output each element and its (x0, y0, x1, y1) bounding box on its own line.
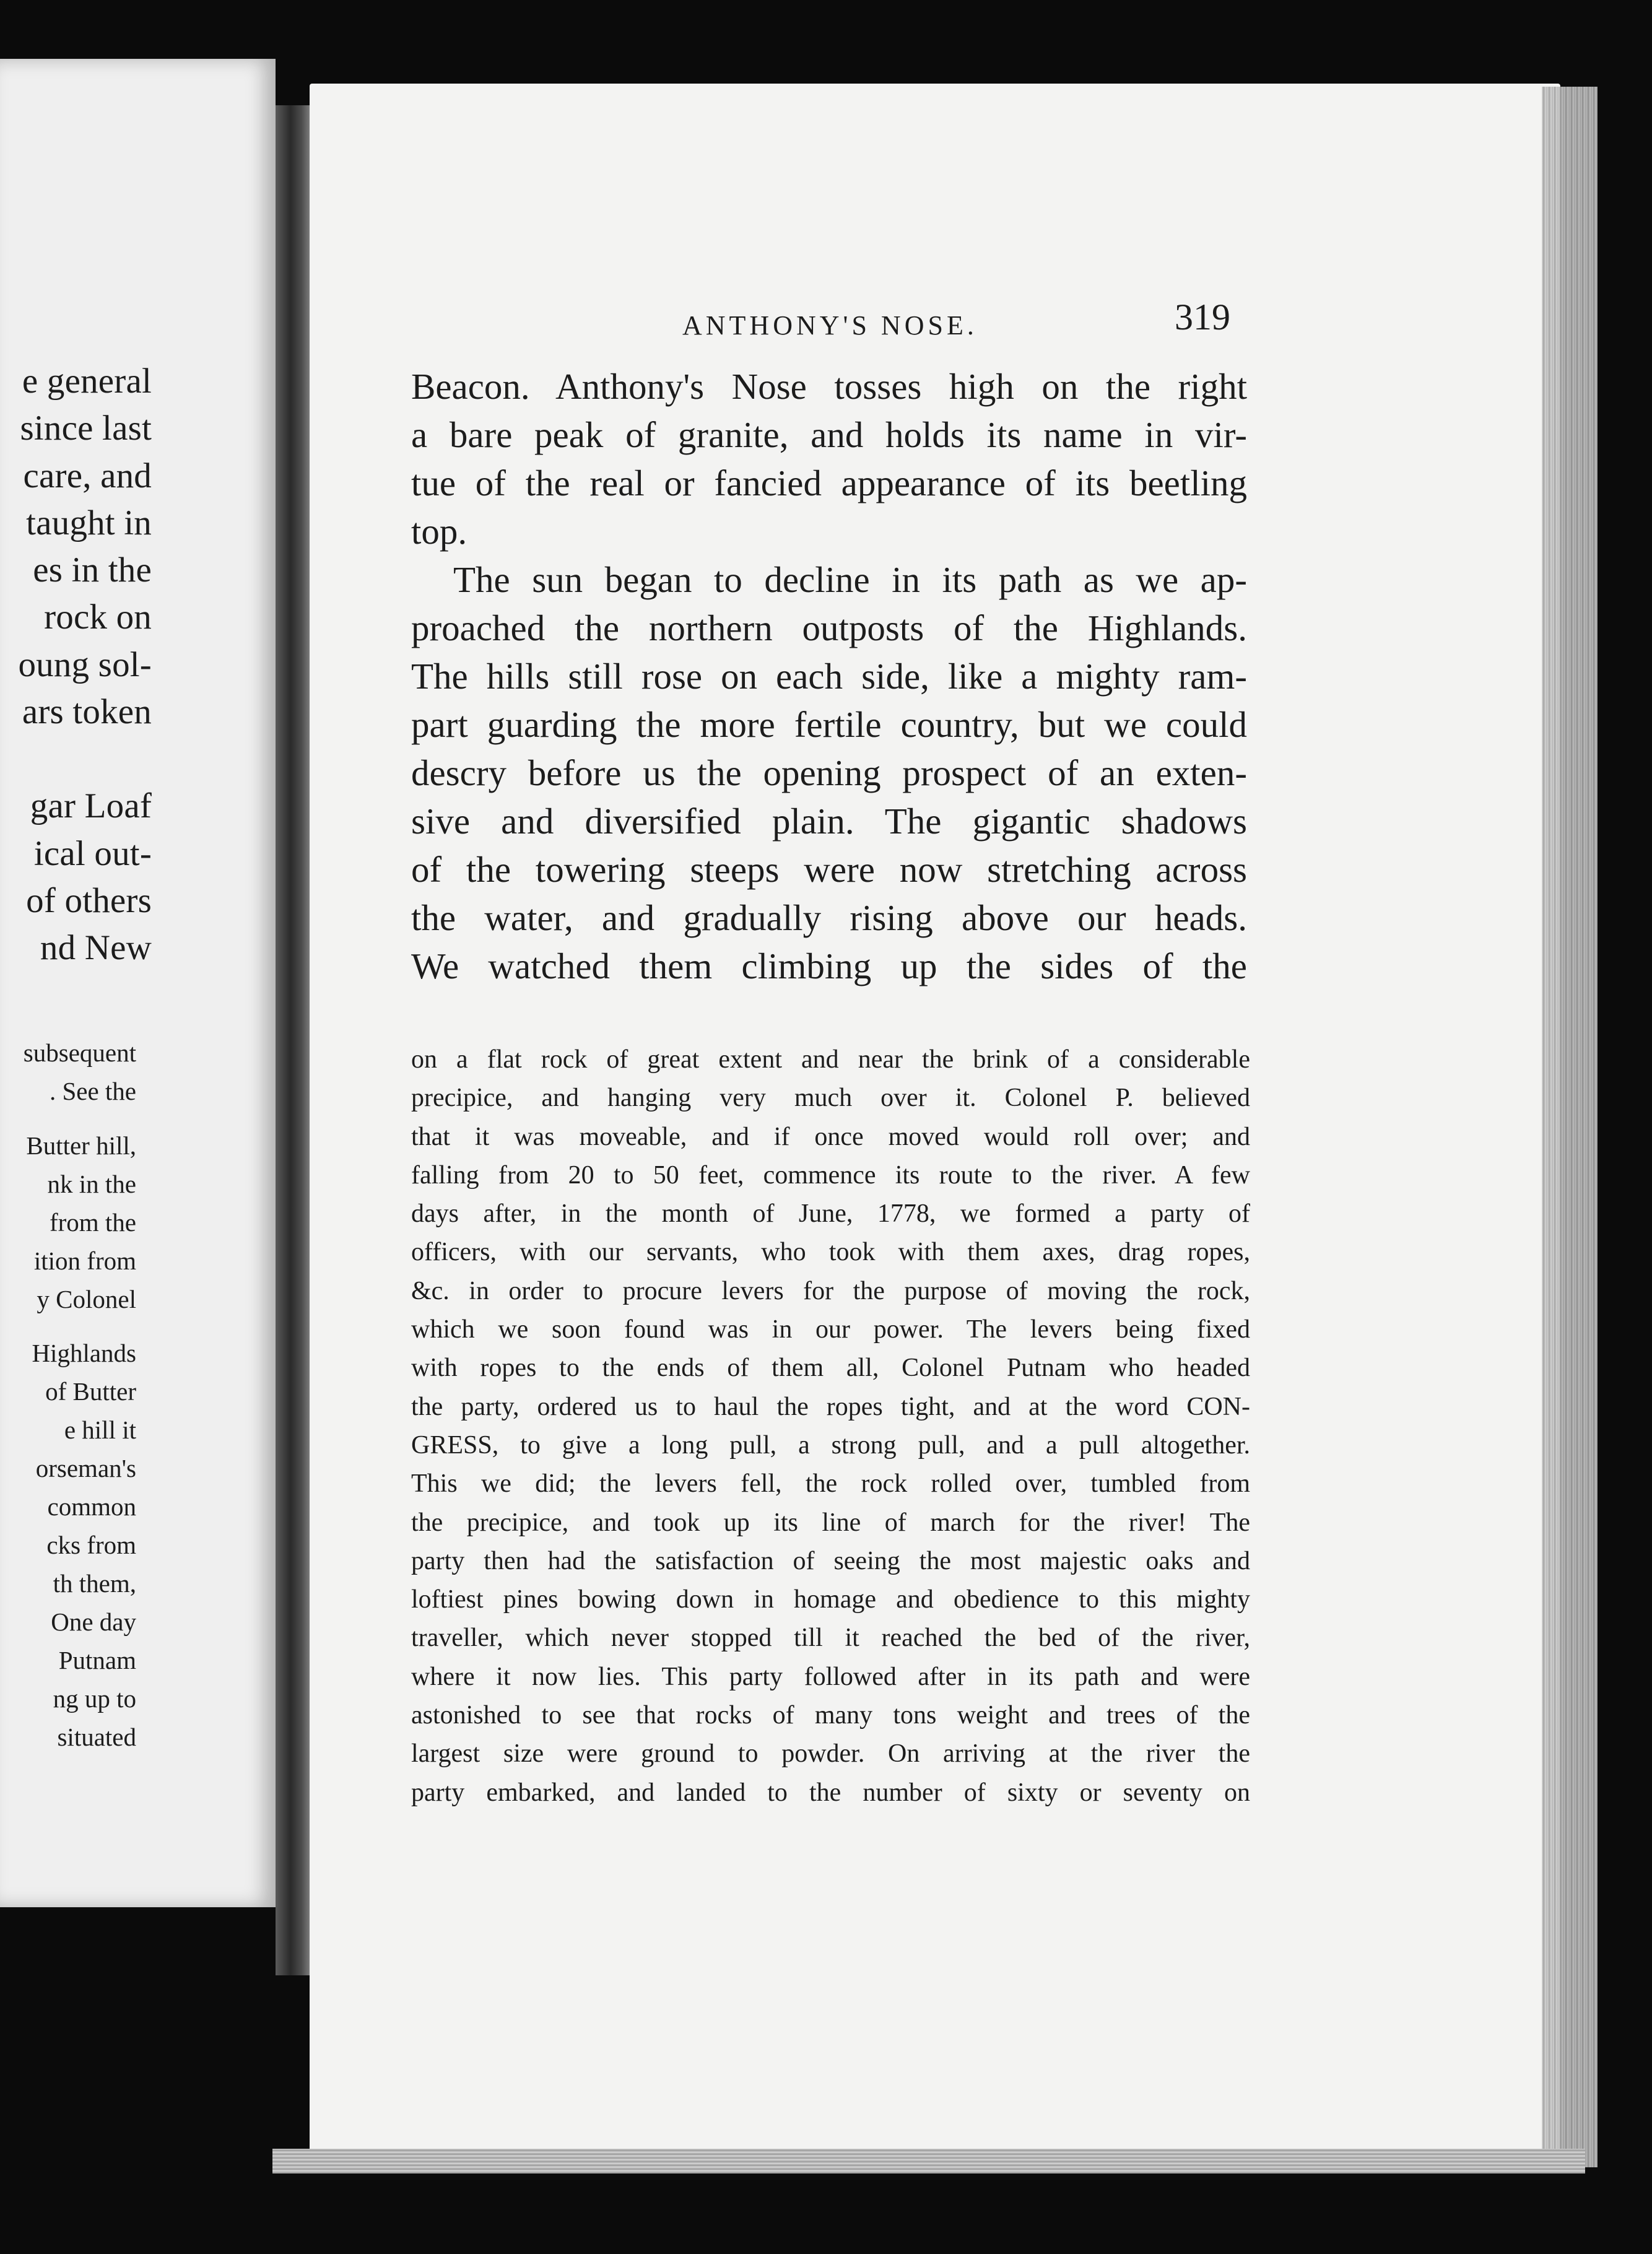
facing-page-note-line: cks from (46, 1531, 136, 1559)
facing-page-note-line: y Colonel (37, 1285, 136, 1313)
facing-page-line: rock on (44, 598, 152, 637)
page-number: 319 (1175, 297, 1230, 337)
facing-page-line: es in the (33, 550, 152, 590)
footnote-line: that it was moveable, and if once moved would roll over; and (411, 1122, 1250, 1151)
facing-page-line: ical out- (33, 834, 152, 873)
book-gutter (276, 105, 313, 1975)
facing-page-line: nd New (40, 928, 152, 967)
footnote-line: party then had the satisfaction of seeing the most majestic oaks and (411, 1546, 1250, 1575)
facing-page-note-line: nk in the (47, 1170, 136, 1198)
footnote-line: largest size were ground to powder. On arriving at the river the (411, 1739, 1250, 1769)
facing-page-line: oung sol- (18, 645, 152, 684)
facing-page-line: ars token (22, 692, 152, 731)
body-line: We watched them climbing up the sides of the (411, 946, 1247, 986)
facing-page-note-line: situated (57, 1723, 136, 1751)
facing-page-note-line: common (47, 1492, 136, 1521)
footnote-line: which we soon found was in our power. The levers being fixed (411, 1315, 1250, 1344)
body-line: tue of the real or fancied appearance of its beetling (411, 463, 1247, 503)
facing-page-line: e general (22, 362, 152, 401)
footnote-line: astonished to see that rocks of many tons weight and trees of the (411, 1701, 1250, 1730)
footnote-line: days after, in the month of June, 1778, we formed a party of (411, 1199, 1250, 1229)
body-line: the water, and gradually rising above our heads. (411, 897, 1247, 938)
body-line: a bare peak of granite, and holds its name in vir- (411, 414, 1247, 455)
facing-page-note-line: One day (51, 1608, 136, 1636)
footnote-line: party embarked, and landed to the number of sixty or seventy on (411, 1778, 1250, 1807)
facing-page (0, 59, 276, 1907)
body-line: descry before us the opening prospect of an exten- (411, 752, 1247, 793)
footnote-line: This we did; the levers fell, the rock rolled over, tumbled from (411, 1469, 1250, 1499)
footnote-line: on a flat rock of great extent and near the brink of a considerable (411, 1045, 1250, 1074)
facing-page-note-line: from the (49, 1208, 136, 1237)
footnote-line: precipice, and hanging very much over it. Colonel P. believed (411, 1084, 1250, 1113)
facing-page-note-line: ition from (33, 1247, 136, 1275)
footnote-line: the party, ordered us to haul the ropes tight, and at the word CON- (411, 1392, 1250, 1421)
body-text (411, 362, 1247, 990)
facing-page-line: gar Loaf (30, 786, 152, 825)
footnote-line: the precipice, and took up its line of march for the river! The (411, 1508, 1250, 1537)
page-edge (1542, 87, 1598, 2167)
footnote-text (411, 1040, 1250, 1812)
footnote-line: where it now lies. This party followed after in its path and were (411, 1662, 1250, 1691)
facing-page-note-line: subsequent (23, 1038, 136, 1067)
facing-page-line: taught in (26, 503, 152, 542)
facing-page-line: care, and (23, 456, 152, 495)
facing-page-note-line: ng up to (53, 1684, 136, 1713)
facing-page-line: of others (26, 881, 152, 920)
footnote-line: GRESS, to give a long pull, a strong pull, and a pull altogether. (411, 1430, 1250, 1460)
page-bottom-edge (272, 2149, 1585, 2174)
facing-page-note-line: Putnam (58, 1646, 136, 1674)
running-head: ANTHONY'S NOSE. (682, 310, 978, 341)
facing-page-note-line: orseman's (35, 1454, 136, 1482)
body-line: The sun began to decline in its path as we ap- (453, 559, 1247, 600)
footnote-line: officers, with our servants, who took with them axes, drag ropes, (411, 1238, 1250, 1267)
body-line: proached the northern outposts of the Highlands. (411, 607, 1247, 648)
body-line: part guarding the more fertile country, but we could (411, 704, 1247, 745)
body-line: Beacon. Anthony's Nose tosses high on the right (411, 366, 1247, 407)
body-line: sive and diversified plain. The gigantic shadows (411, 801, 1247, 842)
footnote-line: &c. in order to procure levers for the purpose of moving the rock, (411, 1276, 1250, 1305)
facing-page-note-line: e hill it (64, 1416, 136, 1444)
footnote-line: with ropes to the ends of them all, Colonel Putnam who headed (411, 1354, 1250, 1383)
body-line: The hills still rose on each side, like a mighty ram- (411, 656, 1247, 697)
facing-page-note-line: . See the (49, 1077, 136, 1105)
body-line: top. (411, 511, 467, 552)
facing-page-note-line: of Butter (45, 1377, 136, 1406)
facing-page-line: since last (20, 409, 152, 448)
footnote-line: falling from 20 to 50 feet, commence its route to the river. A few (411, 1160, 1250, 1190)
footnote-line: loftiest pines bowing down in homage and obedience to this mighty (411, 1585, 1250, 1614)
facing-page-note-line: Butter hill, (26, 1131, 136, 1160)
body-line: of the towering steeps were now stretching across (411, 849, 1247, 890)
facing-page-note-line: Highlands (32, 1339, 136, 1367)
footnote-line: traveller, which never stopped till it reached the bed of the river, (411, 1624, 1250, 1653)
facing-page-note-line: th them, (53, 1569, 136, 1598)
